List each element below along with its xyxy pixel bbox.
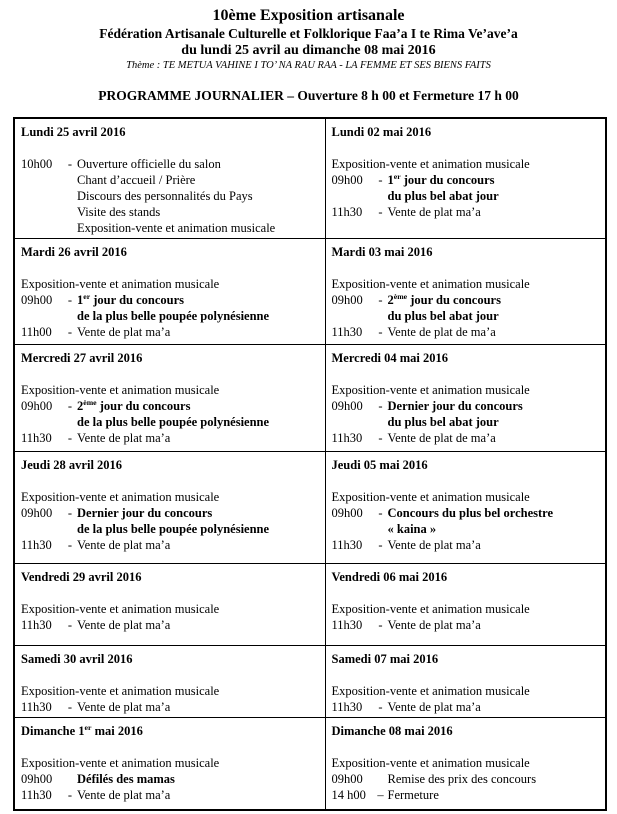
dash-separator: - bbox=[378, 537, 383, 552]
dash-separator: - bbox=[378, 205, 383, 219]
text-part: Défilés des mamas bbox=[77, 771, 175, 786]
line-text bbox=[21, 684, 219, 698]
line-text bbox=[388, 431, 496, 445]
schedule-line bbox=[332, 755, 602, 771]
line-text bbox=[21, 383, 219, 397]
day-header bbox=[21, 124, 321, 140]
schedule-line bbox=[332, 324, 602, 340]
text-part: Exposition-vente et animation musicale bbox=[21, 276, 220, 291]
text-part: Vente de plat ma’a bbox=[77, 699, 171, 714]
text-part: Fermeture bbox=[387, 787, 439, 802]
table-row bbox=[14, 451, 606, 563]
day-cell bbox=[325, 717, 606, 810]
time-label: 11h30 bbox=[331, 205, 363, 219]
day-header bbox=[21, 723, 321, 739]
text-part: Lundi 25 avril 2016 bbox=[21, 125, 126, 139]
text-part: Mardi 03 mai 2016 bbox=[331, 244, 433, 259]
line-text bbox=[77, 173, 195, 187]
day-header bbox=[21, 457, 321, 473]
time-label: 11h30 bbox=[331, 324, 363, 339]
day-cell bbox=[325, 118, 606, 238]
day-cell bbox=[14, 344, 325, 451]
text-part: Jeudi 28 avril 2016 bbox=[21, 457, 123, 472]
day-header bbox=[21, 350, 321, 366]
schedule-line bbox=[332, 683, 602, 699]
time-label: 11h00 bbox=[21, 324, 52, 339]
schedule-line bbox=[21, 505, 321, 521]
line-text bbox=[388, 772, 537, 786]
line-text bbox=[77, 788, 170, 802]
line-text bbox=[77, 189, 253, 203]
day-header bbox=[332, 569, 602, 585]
schedule-line bbox=[332, 601, 602, 617]
text-part: Mercredi 04 mai 2016 bbox=[331, 350, 449, 365]
time-label: 11h30 bbox=[21, 430, 52, 445]
schedule-line bbox=[332, 172, 602, 188]
line-text bbox=[388, 399, 523, 413]
superscript: er bbox=[83, 291, 91, 301]
dash-separator: - bbox=[378, 699, 383, 714]
schedule-line bbox=[332, 505, 602, 521]
text-part: Vente de plat ma’a bbox=[387, 617, 481, 632]
schedule-line bbox=[332, 276, 602, 292]
line-text bbox=[388, 309, 499, 323]
line-text bbox=[77, 538, 170, 552]
day-cell bbox=[14, 238, 325, 344]
time-label: 11h30 bbox=[331, 537, 363, 552]
schedule-line bbox=[77, 188, 321, 204]
text-part: Dimanche 1 bbox=[21, 723, 85, 738]
federation-subtitle: Fédération Artisanale Culturelle et Folklorique Faa’a I te Rima Ve’ave’a bbox=[99, 26, 518, 41]
day-cell bbox=[14, 451, 325, 563]
day-cell bbox=[325, 645, 606, 717]
schedule-line bbox=[332, 204, 602, 220]
dash-separator: - bbox=[67, 505, 73, 520]
schedule-line bbox=[21, 601, 321, 617]
dash-separator: - bbox=[67, 699, 73, 714]
time-label: 09h00 bbox=[331, 292, 363, 307]
document-header bbox=[0, 0, 617, 104]
line-text bbox=[388, 522, 437, 536]
text-part: Exposition-vente et animation musicale bbox=[331, 276, 530, 291]
schedule-line bbox=[388, 188, 602, 204]
schedule-line bbox=[332, 771, 602, 787]
text-part: Vendredi 29 avril 2016 bbox=[21, 569, 142, 584]
line-text bbox=[388, 538, 481, 552]
line-text bbox=[77, 506, 212, 520]
text-part: Vente de plat ma’a bbox=[387, 205, 481, 219]
time-label: 10h00 bbox=[21, 157, 53, 171]
schedule-line bbox=[77, 521, 321, 537]
line-text bbox=[388, 189, 499, 203]
program-table bbox=[13, 117, 607, 811]
dash-separator: - bbox=[378, 324, 383, 339]
text-part: Vente de plat ma’a bbox=[77, 787, 171, 802]
table-row bbox=[14, 118, 606, 238]
line-text bbox=[332, 157, 530, 171]
schedule-line bbox=[388, 308, 602, 324]
text-part: Exposition-vente et animation musicale bbox=[77, 221, 276, 235]
text-part: Exposition-vente et animation musicale bbox=[331, 683, 530, 698]
text-part: Vente de plat de ma’a bbox=[387, 430, 496, 445]
text-part: Vente de plat ma’a bbox=[77, 430, 171, 445]
text-part: Exposition-vente et animation musicale bbox=[331, 382, 530, 397]
line-text bbox=[332, 602, 530, 616]
schedule-line bbox=[388, 414, 602, 430]
document-title: 10ème Exposition artisanale bbox=[212, 7, 405, 24]
day-header bbox=[332, 350, 602, 366]
theme-line: Thème : TE METUA VAHINE I TO’ NA RAU RAA - LA FEMME ET SES BIENS FAITS bbox=[126, 60, 491, 71]
table-row bbox=[14, 563, 606, 645]
line-text bbox=[388, 205, 481, 219]
line-text bbox=[388, 173, 495, 187]
text-part: Visite des stands bbox=[77, 205, 161, 219]
schedule-line bbox=[332, 489, 602, 505]
line-text bbox=[388, 415, 499, 429]
time-label: 09h00 bbox=[331, 505, 363, 520]
line-text bbox=[77, 293, 184, 307]
text-part: Chant d’accueil / Prière bbox=[77, 173, 196, 187]
schedule-line bbox=[332, 430, 602, 446]
schedule-line bbox=[77, 414, 321, 430]
text-part: Jeudi 05 mai 2016 bbox=[331, 457, 428, 472]
schedule-line bbox=[21, 430, 321, 446]
dash-separator: - bbox=[67, 617, 73, 632]
text-part: Exposition-vente et animation musicale bbox=[21, 382, 220, 397]
schedule-line bbox=[21, 771, 321, 787]
schedule-line bbox=[332, 537, 602, 553]
day-cell bbox=[14, 717, 325, 810]
schedule-line bbox=[332, 617, 602, 633]
program-title: PROGRAMME JOURNALIER – Ouverture 8 h 00 et Fermeture 17 h 00 bbox=[98, 88, 519, 103]
line-text bbox=[332, 490, 530, 504]
text-part: Dimanche 08 mai 2016 bbox=[331, 723, 453, 738]
schedule-line bbox=[332, 699, 602, 715]
line-text bbox=[388, 700, 481, 714]
text-part: Exposition-vente et animation musicale bbox=[21, 601, 220, 616]
time-label: 09h00 bbox=[331, 398, 363, 413]
text-part: Exposition-vente et animation musicale bbox=[21, 489, 220, 504]
date-range: du lundi 25 avril au dimanche 08 mai 2016 bbox=[181, 43, 436, 58]
table-row bbox=[14, 645, 606, 717]
day-cell bbox=[325, 451, 606, 563]
schedule-line bbox=[332, 292, 602, 308]
superscript: ème bbox=[393, 291, 408, 301]
text-part: du plus bel abat jour bbox=[387, 414, 499, 429]
line-text bbox=[21, 277, 219, 291]
schedule-line bbox=[21, 683, 321, 699]
text-part: de la plus belle poupée polynésienne bbox=[77, 521, 270, 536]
dash-separator: - bbox=[378, 173, 383, 187]
text-part: 1 bbox=[77, 292, 84, 307]
dash-separator: - bbox=[67, 324, 73, 339]
schedule-line bbox=[21, 537, 321, 553]
day-cell bbox=[325, 344, 606, 451]
line-text bbox=[77, 157, 221, 171]
line-text bbox=[77, 431, 170, 445]
text-part: Mardi 26 avril 2016 bbox=[21, 244, 127, 259]
day-header bbox=[332, 124, 602, 140]
text-part: 2 bbox=[387, 292, 394, 307]
schedule-line bbox=[332, 382, 602, 398]
schedule-line bbox=[21, 382, 321, 398]
time-label: 11h30 bbox=[331, 617, 363, 632]
text-part: jour du concours bbox=[96, 398, 191, 413]
line-text bbox=[77, 618, 170, 632]
line-text bbox=[388, 325, 496, 339]
time-label: 09h00 bbox=[331, 173, 363, 187]
line-text bbox=[388, 293, 501, 307]
schedule-line bbox=[332, 156, 602, 172]
text-part: Exposition-vente et animation musicale bbox=[21, 683, 220, 698]
text-part: Dernier jour du concours bbox=[387, 398, 523, 413]
dash-separator: - bbox=[67, 537, 73, 552]
schedule-line bbox=[21, 292, 321, 308]
text-part: Vente de plat ma’a bbox=[387, 537, 481, 552]
day-cell bbox=[14, 563, 325, 645]
text-part: 2 bbox=[77, 398, 84, 413]
text-part: Samedi 30 avril 2016 bbox=[21, 651, 133, 666]
table-row bbox=[14, 717, 606, 810]
dash-separator: - bbox=[67, 787, 73, 802]
schedule-line bbox=[21, 324, 321, 340]
day-header bbox=[332, 651, 602, 667]
time-label: 09h00 bbox=[21, 292, 53, 307]
text-part: de la plus belle poupée polynésienne bbox=[77, 414, 270, 429]
time-label: 11h30 bbox=[21, 787, 52, 802]
line-text bbox=[388, 788, 439, 802]
text-part: Vente de plat ma’a bbox=[77, 617, 171, 632]
dash-separator: - bbox=[378, 292, 383, 307]
line-text bbox=[77, 522, 269, 536]
line-text bbox=[21, 602, 219, 616]
schedule-line bbox=[21, 617, 321, 633]
text-part: Exposition-vente et animation musicale bbox=[331, 157, 530, 171]
line-text bbox=[332, 684, 530, 698]
dash-separator: - bbox=[378, 430, 383, 445]
schedule-line bbox=[21, 489, 321, 505]
schedule-line bbox=[332, 787, 602, 803]
schedule-line bbox=[21, 699, 321, 715]
time-label: 11h30 bbox=[331, 430, 363, 445]
text-part: Vendredi 06 mai 2016 bbox=[331, 569, 448, 584]
text-part: Exposition-vente et animation musicale bbox=[331, 755, 530, 770]
text-part: Dernier jour du concours bbox=[77, 505, 213, 520]
dash-separator: – bbox=[377, 787, 384, 802]
schedule-line bbox=[77, 204, 321, 220]
day-cell bbox=[325, 563, 606, 645]
day-cell bbox=[14, 118, 325, 238]
text-part: jour du concours bbox=[407, 292, 501, 307]
line-text bbox=[332, 383, 530, 397]
schedule-line bbox=[77, 220, 321, 236]
day-header bbox=[332, 457, 602, 473]
text-part: Exposition-vente et animation musicale bbox=[331, 489, 530, 504]
time-label: 11h30 bbox=[21, 617, 52, 632]
day-header bbox=[21, 569, 321, 585]
line-text bbox=[77, 221, 275, 235]
time-label: 11h30 bbox=[21, 699, 52, 714]
superscript: ème bbox=[83, 397, 97, 407]
line-text bbox=[21, 756, 219, 770]
line-text bbox=[77, 399, 190, 413]
text-part: Exposition-vente et animation musicale bbox=[21, 755, 220, 770]
day-cell bbox=[325, 238, 606, 344]
time-label: 09h00 bbox=[21, 398, 53, 413]
line-text bbox=[77, 700, 170, 714]
time-label: 11h30 bbox=[21, 537, 52, 552]
time-label: 09h00 bbox=[21, 771, 53, 786]
schedule-line bbox=[332, 398, 602, 414]
schedule-line bbox=[77, 172, 321, 188]
schedule-line bbox=[21, 156, 321, 172]
day-header bbox=[21, 244, 321, 260]
dash-separator: - bbox=[67, 430, 73, 445]
text-part: jour du concours bbox=[400, 173, 495, 187]
text-part: Concours du plus bel orchestre bbox=[387, 505, 554, 520]
time-label: 09h00 bbox=[331, 771, 363, 786]
line-text bbox=[77, 309, 269, 323]
time-label: 11h30 bbox=[331, 699, 363, 714]
dash-separator: - bbox=[67, 157, 73, 171]
text-part: mai 2016 bbox=[91, 723, 143, 738]
text-part: de la plus belle poupée polynésienne bbox=[77, 308, 270, 323]
text-part: Samedi 07 mai 2016 bbox=[331, 651, 439, 666]
line-text bbox=[388, 506, 554, 520]
time-label: 09h00 bbox=[21, 505, 53, 520]
text-part: Exposition-vente et animation musicale bbox=[331, 601, 530, 616]
dash-separator: - bbox=[67, 292, 73, 307]
text-part: Vente de plat de ma’a bbox=[387, 324, 496, 339]
dash-separator: - bbox=[378, 398, 383, 413]
table-row bbox=[14, 344, 606, 451]
schedule-line bbox=[21, 787, 321, 803]
table-row bbox=[14, 238, 606, 344]
text-part: Vente de plat ma’a bbox=[387, 699, 481, 714]
line-text bbox=[77, 205, 160, 219]
line-text bbox=[388, 618, 481, 632]
text-part: 1 bbox=[387, 173, 394, 187]
schedule-line bbox=[77, 308, 321, 324]
text-part: « kaina » bbox=[387, 521, 437, 536]
superscript: er bbox=[393, 171, 401, 181]
schedule-line bbox=[21, 755, 321, 771]
text-part: du plus bel abat jour bbox=[387, 189, 499, 203]
line-text bbox=[332, 277, 530, 291]
text-part: Ouverture officielle du salon bbox=[77, 157, 221, 171]
line-text bbox=[77, 772, 175, 786]
text-part: Discours des personnalités du Pays bbox=[77, 189, 253, 203]
superscript: er bbox=[84, 722, 92, 732]
text-part: jour du concours bbox=[90, 292, 185, 307]
text-part: du plus bel abat jour bbox=[387, 308, 499, 323]
text-part: Vente de plat ma’a bbox=[77, 537, 171, 552]
dash-separator: - bbox=[378, 617, 383, 632]
schedule-line bbox=[388, 521, 602, 537]
day-header bbox=[332, 723, 602, 739]
line-text bbox=[77, 415, 269, 429]
text-part: Lundi 02 mai 2016 bbox=[331, 125, 432, 139]
day-cell bbox=[14, 645, 325, 717]
time-label: 14 h00 bbox=[331, 787, 366, 802]
line-text bbox=[77, 325, 170, 339]
dash-separator: - bbox=[378, 505, 383, 520]
line-text bbox=[332, 756, 530, 770]
day-header bbox=[332, 244, 602, 260]
dash-separator: - bbox=[67, 398, 73, 413]
day-header bbox=[21, 651, 321, 667]
text-part: Remise des prix des concours bbox=[387, 771, 537, 786]
text-part: Vente de plat ma’a bbox=[77, 324, 171, 339]
schedule-line bbox=[21, 276, 321, 292]
text-part: Mercredi 27 avril 2016 bbox=[21, 350, 143, 365]
line-text bbox=[21, 490, 219, 504]
schedule-line bbox=[21, 398, 321, 414]
